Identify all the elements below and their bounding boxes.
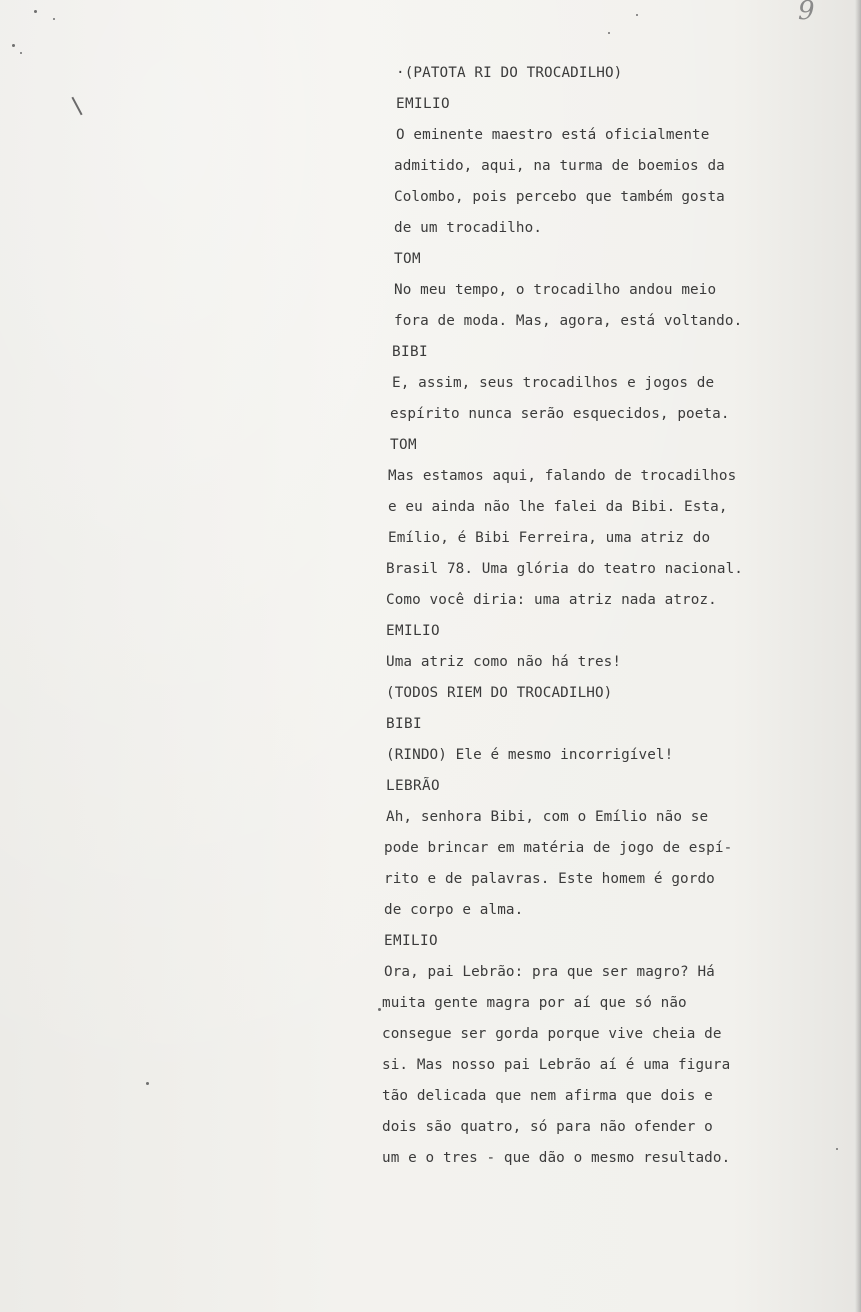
dialogue-line: e eu ainda não lhe falei da Bibi. Esta, bbox=[388, 499, 728, 515]
dialogue-line: espírito nunca serão esquecidos, poeta. bbox=[390, 406, 730, 422]
speaker-name: TOM bbox=[390, 437, 418, 453]
dialogue-line: Ah, senhora Bibi, com o Emílio não se bbox=[386, 809, 709, 825]
dialogue-line: de um trocadilho. bbox=[394, 220, 543, 236]
dialogue-line: um e o tres - que dão o mesmo resultado. bbox=[382, 1150, 731, 1166]
dialogue-line: Ora, pai Lebrão: pra que ser magro? Há bbox=[384, 964, 715, 980]
page-number: 9 bbox=[798, 0, 815, 26]
ink-speck bbox=[608, 32, 610, 34]
dialogue-line: Brasil 78. Uma glória do teatro nacional. bbox=[386, 561, 744, 577]
ink-speck bbox=[53, 18, 55, 20]
dialogue-line: de corpo e alma. bbox=[384, 902, 524, 918]
ink-speck bbox=[636, 14, 638, 16]
dialogue-line: E, assim, seus trocadilhos e jogos de bbox=[392, 375, 715, 391]
dialogue-line: Uma atriz como não há tres! bbox=[386, 654, 622, 670]
dialogue-line: si. Mas nosso pai Lebrão aí é uma figura bbox=[382, 1057, 731, 1073]
ink-speck bbox=[378, 1008, 381, 1011]
speaker-name: TOM bbox=[394, 251, 422, 267]
speaker-name: EMILIO bbox=[386, 623, 441, 639]
ink-speck bbox=[146, 1082, 149, 1085]
dialogue-line: tão delicada que nem afirma que dois e bbox=[382, 1088, 713, 1104]
script-text bbox=[382, 58, 852, 1174]
ink-speck bbox=[34, 10, 37, 13]
speaker-name: EMILIO bbox=[384, 933, 439, 949]
ink-speck bbox=[20, 52, 22, 54]
dialogue-line: Mas estamos aqui, falando de trocadilhos bbox=[388, 468, 737, 484]
dialogue-line: rito e de palavras. Este homem é gordo bbox=[384, 871, 715, 887]
stage-direction: (TODOS RIEM DO TROCADILHO) bbox=[386, 685, 613, 701]
dialogue-line: Colombo, pois percebo que também gosta bbox=[394, 189, 725, 205]
dialogue-line: consegue ser gorda porque vive cheia de bbox=[382, 1026, 722, 1042]
dialogue-line: muita gente magra por aí que só não bbox=[382, 995, 687, 1011]
speaker-name: BIBI bbox=[386, 716, 423, 732]
speaker-name: LEBRÃO bbox=[386, 778, 441, 794]
dialogue-line: O eminente maestro está oficialmente bbox=[396, 127, 710, 143]
dialogue-line: No meu tempo, o trocadilho andou meio bbox=[394, 282, 717, 298]
dialogue-line: pode brincar em matéria de jogo de espí- bbox=[384, 840, 733, 856]
pencil-stroke bbox=[71, 97, 82, 116]
stage-direction: ·(PATOTA RI DO TROCADILHO) bbox=[396, 65, 623, 81]
page-edge-shadow bbox=[855, 0, 861, 1312]
dialogue-line: Emílio, é Bibi Ferreira, uma atriz do bbox=[388, 530, 711, 546]
speaker-name: EMILIO bbox=[396, 96, 451, 112]
dialogue-line: fora de moda. Mas, agora, está voltando. bbox=[394, 313, 743, 329]
dialogue-line: dois são quatro, só para não ofender o bbox=[382, 1119, 713, 1135]
dialogue-line: Como você diria: uma atriz nada atroz. bbox=[386, 592, 717, 608]
dialogue-line: (RINDO) Ele é mesmo incorrigível! bbox=[386, 747, 674, 763]
dialogue-line: admitido, aqui, na turma de boemios da bbox=[394, 158, 725, 174]
ink-speck bbox=[12, 44, 15, 47]
speaker-name: BIBI bbox=[392, 344, 429, 360]
